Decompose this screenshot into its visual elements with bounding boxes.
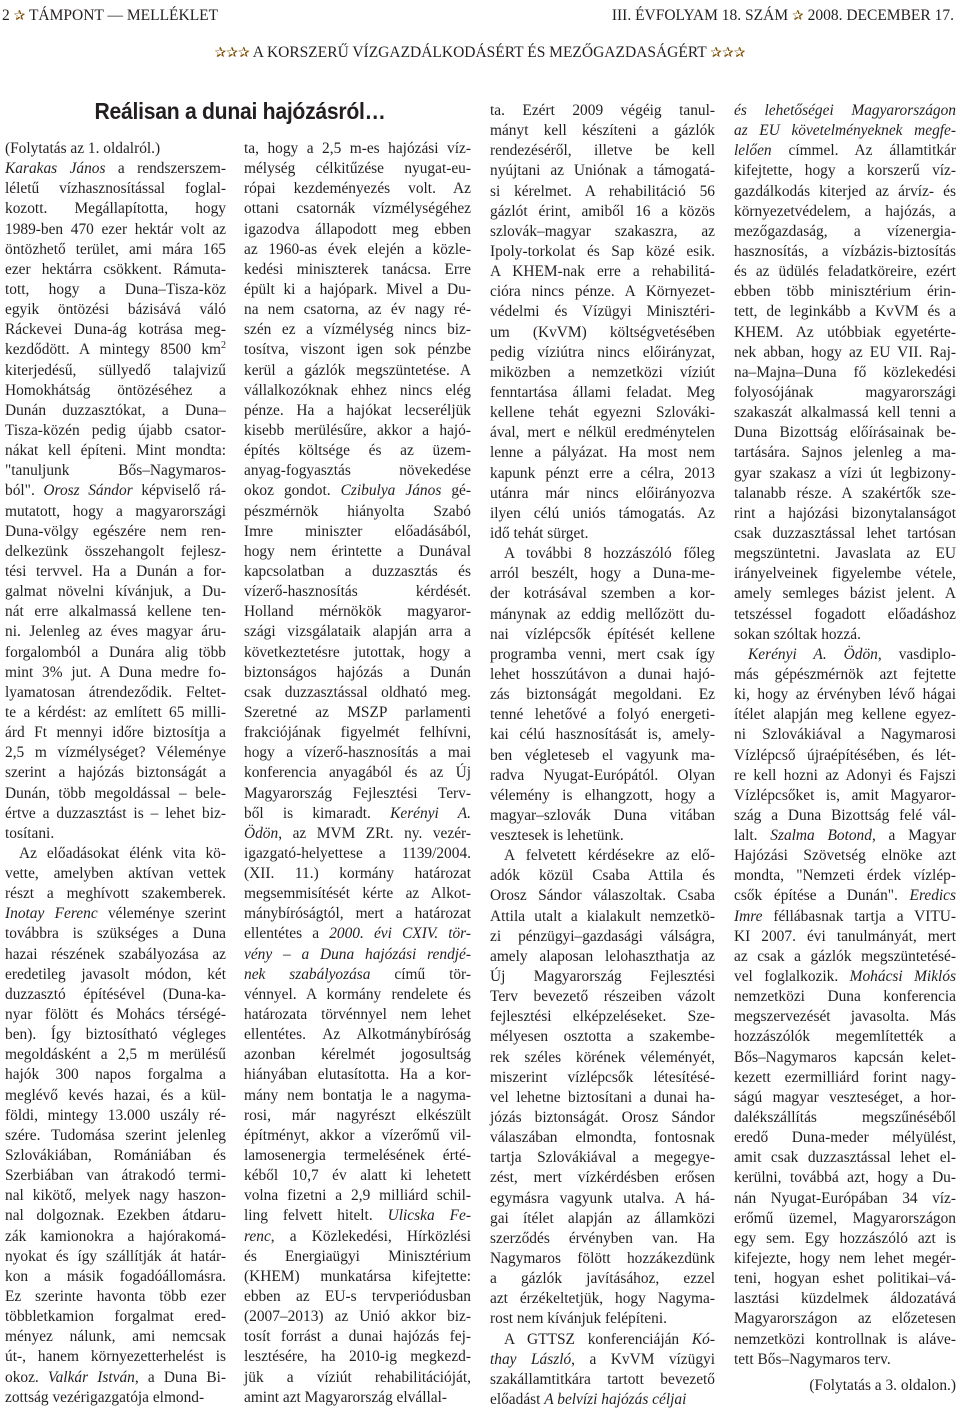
text-line: hogy nem érintette a Dunával	[244, 542, 471, 560]
text-line: tosít forrást a dunai hajózás fej-	[244, 1328, 471, 1346]
text-line: ellentétes. Az Alkotmánybíróság	[244, 1026, 471, 1044]
text-line: ling felvett hitelt. Ulicska Fe-	[244, 1207, 471, 1225]
text-line: zottság vezérigazgatója elmond-	[5, 1388, 205, 1406]
text-line: tosítva, viszont igen sok pénzbe	[244, 341, 471, 359]
text-line: volna fizetni a 2,9 milliárd schil-	[244, 1187, 471, 1205]
text-line: okoz. Valkár István, a Duna Bi-	[5, 1368, 226, 1386]
text-line: talanabb része. A szakértők sze-	[734, 484, 956, 502]
text-line: nemzetközi Duna konferencia	[734, 988, 956, 1006]
text-line: zi pénzügyi–gazdasági válságra,	[490, 927, 715, 945]
text-line: igazgató-helyettese a 1139/2004.	[244, 844, 471, 862]
text-line: der kotrásával szemben a kor-	[490, 585, 715, 603]
text-line: tési tervvel. Ha a Dunán a for-	[5, 562, 226, 580]
text-line: és Energiaügyi Minisztérium	[244, 1247, 471, 1265]
text-line: egyik öntözési bázisává váló	[5, 301, 226, 319]
text-line: nek szabályozása című tör-	[244, 965, 471, 983]
fleuron-star-icon: ✰✰✰	[710, 45, 746, 61]
running-header-left	[2, 4, 218, 28]
text-line: nal dolgoznak. Ezekben átdaru-	[5, 1207, 226, 1225]
text-line: azt érzékeltetjük, hogy Nagyma-	[490, 1290, 715, 1308]
text-line: KHEM. Az utóbbiak egyetérte-	[734, 323, 956, 341]
text-line: mánynak az eddig mellőzött du-	[490, 605, 715, 623]
text-line: Attila utalt a kialakult nemzetkö-	[490, 907, 715, 925]
article-column-1	[5, 139, 226, 1408]
text-line: Kerényi A. Ödön, vasdiplo-	[748, 645, 956, 663]
text-line: Holland mérnökök magyaror-	[244, 603, 471, 621]
text-line: zás biztonságát megoldani. Ez	[490, 686, 715, 704]
text-line: gazdálkodás kiterjed az árvíz- és	[734, 182, 956, 200]
text-line: hazai részének szabályozása az	[5, 945, 226, 963]
text-line: hiányában elutasította. Ha a kor-	[244, 1066, 471, 1084]
text-line: tott, hogy a Duna–Tisza-köz	[5, 280, 226, 298]
text-line: kapcsolatban a duzzasztás és	[244, 562, 471, 580]
text-line: Vízlépcső újraépítésében, és lét-	[734, 746, 956, 764]
text-line: kéből 10,7 év alatt ki lehetett	[244, 1167, 471, 1185]
text-line: határozata törvénnyel nem lehet	[244, 1006, 471, 1024]
text-line: hogy a vízerő-hasznosítás a mai	[244, 744, 471, 762]
page-number: 2	[2, 7, 10, 24]
text-line: kai célú hasznosítását is, amely-	[490, 726, 715, 744]
text-line: kezdődött. A mintegy 8500 $km^2$	[5, 340, 226, 359]
text-line: utánra már nincs előirányozva	[490, 484, 715, 502]
text-line: ebben több minisztérium érin-	[734, 283, 956, 301]
text-line: Az előadásokat élénk vita kö-	[19, 844, 226, 862]
text-line: ságú magyar veszteséget, a hor-	[734, 1088, 956, 1106]
text-line: fejlesztési elképzeléseket. Sze-	[490, 1008, 715, 1026]
text-line: vény – a Duna hajózási rendjé-	[244, 945, 471, 963]
text-line: Hajózási Szövetség elnöke azt	[734, 847, 956, 865]
text-line: csak duzzasztással lehet tartósan	[734, 524, 956, 542]
text-line: fenntartása állami feladat. Meg	[490, 383, 715, 401]
text-line: na–Majna–Duna fő közlekedési	[734, 363, 956, 381]
text-line: tenné lehetővé a folyó energeti-	[490, 706, 715, 724]
text-line: védelmi és Vízügyi Minisztéri-	[490, 303, 715, 321]
text-line: ilyen célú uniós támogatás. Az	[490, 504, 715, 522]
continued-note: (Folytatás a 3. oldalon.)	[809, 1376, 956, 1394]
text-line: építés költsége és az üzem-	[244, 442, 471, 460]
text-line: A felvetett kérdésekre az elő-	[504, 847, 715, 865]
text-line: biztonságos hajózás a Dunán	[244, 663, 471, 681]
text-line: ben). Így biztosítható végleges	[5, 1026, 226, 1044]
text-line: sokan szóltak hozzá.	[734, 625, 861, 643]
text-line: ből is kimaradt. Kerényi A.	[244, 804, 471, 822]
text-line: építményt, akkor a vízerőmű vil-	[244, 1126, 471, 1144]
article-column-2	[244, 139, 471, 1408]
text-line: lenne a pályázat. Ha most nem	[490, 444, 715, 462]
volume-info: III. ÉVFOLYAM 18. SZÁM	[611, 7, 789, 24]
text-line: Dunán duzzasztókat, a Duna–	[5, 401, 226, 419]
text-line: kiterjedésű, süllyedő talajvizű	[5, 361, 226, 379]
text-line: szlovák–magyar szakaszra, az	[490, 222, 715, 240]
text-line: az 1960-as évek elején a közle-	[244, 240, 471, 258]
text-line: ni Szlovákiával a Nagymarosi	[734, 726, 956, 744]
text-line: folyosójának magyarországi	[734, 383, 956, 401]
text-line: duzzasztó építésével (Duna-ka-	[5, 985, 226, 1003]
text-line: lalt. Szalma Botond, a Magyar	[734, 827, 956, 845]
text-line: megoldásként a 2,5 m merülésű	[5, 1046, 226, 1064]
text-line: kifejezte, hogy nem lehet megér-	[734, 1250, 956, 1268]
text-line: meglévő kevés hazai, és a kül-	[5, 1086, 226, 1104]
text-line: környezetvédelem, a hajózás, a	[734, 202, 956, 220]
text-line: józás biztonságát. Orosz Sándor	[490, 1109, 715, 1127]
text-line: tartására. Sajnos jelenleg a ma-	[734, 444, 956, 462]
text-line: ottani csatornák vízmélységéhez	[244, 200, 471, 218]
text-line: szakaszát alkalmassá kell tenni a	[734, 404, 956, 422]
text-line: Imre miniszter előadásából,	[244, 522, 471, 540]
text-line: eredő Duna-meder mélyülést,	[734, 1129, 956, 1147]
text-line: rosi, már nagyrészt elkészült	[244, 1106, 471, 1124]
text-line: lyamatosan átrendeződik. Feltet-	[5, 683, 226, 701]
text-line: amit csak duzzasztással lehet el-	[734, 1149, 956, 1167]
text-line: A további 8 hozzászóló főleg	[504, 545, 715, 563]
text-line: (Folytatás az 1. oldalról.)	[5, 140, 161, 157]
text-line: hasznosítás, a vízbázis-biztosítás	[734, 242, 956, 260]
text-line: re kell hozni az Adonyi és Fajszi	[734, 766, 956, 784]
text-line: um (KvVM) költségvetésében	[490, 323, 715, 341]
text-line: forgalomból a Dunára alig több	[5, 643, 226, 661]
text-line: rópai kezdeményezés volt. Az	[244, 180, 471, 198]
text-line: amely alaposan lelohaszthatja az	[490, 947, 715, 965]
text-line: miközben a nemzetközi víziút	[490, 363, 715, 381]
text-line: nán Nyugat-Európában 34 víz-	[734, 1189, 956, 1207]
article-column-4	[734, 101, 956, 1396]
text-line: szére. Tudomása szerint jelenleg	[5, 1126, 226, 1144]
article-column-3	[490, 101, 715, 1410]
text-line: és az üdülés feladatköreire, ezért	[734, 263, 956, 281]
fleuron-star-icon: ✰✰✰	[214, 45, 250, 61]
article-headline: Reálisan a dunai hajózásról…	[94, 98, 386, 124]
text-line: ményez nálunk, ami nemcsak	[5, 1328, 226, 1346]
text-line: válaszában elmondta, fontosnak	[490, 1129, 715, 1147]
text-line: tosítani.	[5, 824, 55, 842]
text-line: megszervezését javasolta. Más	[734, 1008, 956, 1026]
text-line: idő tehát sürget.	[490, 524, 589, 542]
text-line: kifejtette, hogy a korszerű víz-	[734, 162, 956, 180]
text-line: kellene tehát egyezni Szlováki-	[490, 404, 715, 422]
text-line: az csak a gázlók megszüntetésé-	[734, 947, 956, 965]
text-line: anyag-fogyasztás növekedése	[244, 462, 471, 480]
text-line: vállalkozóknak ehhez nincs elég	[244, 381, 471, 399]
text-line: Terv bevezető részeiben vázolt	[490, 988, 715, 1006]
text-line: erőmű üzemel, Magyarországon	[734, 1209, 956, 1227]
issue-date: 2008. DECEMBER 17.	[807, 7, 954, 24]
text-line: 2,5 m vízmélységet? Véleménye	[5, 744, 226, 762]
text-line: csak duzzasztással oldható meg.	[244, 683, 471, 701]
text-line: más gépészmérnök azt fejtette	[734, 665, 956, 683]
text-line: mutatott, hogy a magyarországi	[5, 502, 226, 520]
text-line: ta, hogy a 2,5 m-es hajózási víz-	[244, 140, 471, 157]
text-line: galmat növelni kívánjuk, a Du-	[5, 583, 226, 601]
text-line: A KHEM-nak erre a rehabilitá-	[490, 263, 715, 281]
text-line: tett Bős–Nagymaros terv.	[734, 1350, 891, 1368]
text-line: irányelveinek figyelembe vétele,	[734, 565, 956, 583]
text-line: hajók 300 napos forgalma a	[5, 1066, 226, 1084]
text-line: gázlót érint, amiből 16 a közös	[490, 202, 715, 220]
text-line: radva Nyugat-Európától. Olyan	[490, 766, 715, 784]
text-line: szági vizsgálataik alapján arra a	[244, 623, 471, 641]
text-line: kisebb merülésűre, akkor a hajó-	[244, 421, 471, 439]
text-line: léletű vízhasznosítással foglal-	[5, 180, 226, 198]
text-line: árd Ft mennyi időre biztosítja a	[5, 724, 226, 742]
text-line: (2007–2013) az Unió akkor biz-	[244, 1308, 471, 1326]
running-header-right	[612, 4, 954, 28]
text-line: amely semleges bázist jelent. A	[734, 585, 956, 603]
text-line: nákat kell építeni. Mint mondta:	[5, 442, 226, 460]
text-line: si kérelmet. A rehabilitáció 56	[490, 182, 715, 200]
text-line: zák kamionokra a hajórakomá-	[5, 1227, 226, 1245]
text-line: Duna-völgy egészére nem ren-	[5, 522, 226, 540]
text-line: Magyarországon az előzetesen	[734, 1310, 956, 1328]
text-line: ával, mert e nélkül eredménytelen	[490, 424, 715, 442]
text-line: 1989-ben 470 ezer hektár volt az	[5, 220, 226, 238]
text-line: nemzetközi kontrollnak is aláve-	[734, 1330, 956, 1348]
text-line: szakállamtitkára tartott bevezető	[490, 1370, 715, 1388]
text-line: ezer hektárra csökkent. Rámuta-	[5, 260, 226, 278]
text-line: ítélet alapján meg kellene egyez-	[734, 706, 956, 724]
text-line: okoz gondot. Czibulya János gé-	[244, 482, 472, 500]
text-line: megsemmisítését kérte az Alkot-	[244, 885, 471, 903]
text-line: Magyarország Fejlesztési Terv-	[244, 784, 471, 802]
text-line: igazodva állapodott meg ebben	[244, 220, 471, 238]
text-line: kezett ezermilliárd forint nagy-	[734, 1068, 956, 1086]
fleuron-star-icon: ✰	[13, 8, 26, 24]
text-line: thay László, a KvVM vízügyi	[490, 1350, 715, 1368]
text-line: kerülni, továbbá azt, hogy a Du-	[734, 1169, 956, 1187]
text-line: Bős–Nagymaros kapcsán kelet-	[734, 1048, 956, 1066]
text-line: KI 2007. évi tanulmányát, mert	[734, 927, 956, 945]
text-line: kapunk pénzt erre a célra, 2013	[490, 464, 715, 482]
text-line: értve a duzzasztást is – lehet biz-	[5, 804, 226, 822]
text-line: mezőgazdaság, a vízenergia-	[734, 222, 956, 240]
text-line: azonban kérelmét jogosultság	[244, 1046, 471, 1064]
text-line: vel foglalkozik. Mohácsi Miklós	[734, 968, 956, 986]
text-line: lelően címmel. Az államtitkár	[734, 142, 956, 160]
supplement-subheader	[0, 42, 960, 64]
text-line: tetszéssel fogadott előadáshoz	[734, 605, 956, 623]
text-line: gyar szakasz a vízi út legbizony-	[734, 464, 956, 482]
text-line: a gázlók javításához, ezzel	[490, 1270, 715, 1288]
text-line: Orosz Sándor válaszoltak. Csaba	[490, 887, 715, 905]
text-line: Szerbiában van átrakodó termi-	[5, 1167, 226, 1185]
text-line: "tanuljunk Bős–Nagymaros-	[5, 462, 226, 480]
section-title: TÁMPONT — MELLÉKLET	[28, 7, 219, 24]
text-line: ta. Ezért 2009 végéig tanul-	[490, 102, 715, 119]
text-line: Új Magyarország Fejlesztési	[490, 968, 715, 986]
text-line: frakciójának figyelmét felhívni,	[244, 724, 471, 742]
text-line: pedig víziútra nincs előirányzat,	[490, 343, 715, 361]
supplement-title: A KORSZERŰ VÍZGAZDÁLKODÁSÉRT ÉS MEZŐGAZDASÁGÉRT	[252, 44, 707, 61]
text-line: mint 3% jut. A Duna medre fo-	[5, 663, 226, 681]
text-line: Szlovákiában, Romániában és	[5, 1147, 226, 1165]
text-line: az EU követelményeknek megfe-	[734, 122, 956, 140]
text-line: továbbra is szükséges a Duna	[5, 925, 226, 943]
text-line: út-, hanem környezetterhelést is	[5, 1348, 226, 1366]
text-line: mányt kell készíteni a gázlók	[490, 122, 715, 140]
text-line: többletkamion forgalmat ered-	[5, 1308, 226, 1326]
text-line: mondta, "Nemzeti érdek vízlép-	[734, 867, 956, 885]
text-line: Imre féllábasnak tartja a VITU-	[734, 907, 956, 925]
text-line: programba venni, mert csak így	[490, 645, 715, 663]
text-line: mélység célkitűzése nyugat-eu-	[244, 160, 471, 178]
text-line: vénnyel. A kormány rendelete és	[244, 985, 471, 1003]
text-line: lasztási küzdelmek áldozatává	[734, 1290, 956, 1308]
text-line: rek széles körének véleményét,	[490, 1048, 715, 1066]
text-line: Vízlépcsőket is, amit Magyaror-	[734, 786, 956, 804]
text-line: nyokat és így szállítják át határ-	[5, 1247, 226, 1265]
text-line: ki, hogy az érvényben lévő hágai	[734, 686, 956, 704]
text-line: adók közül Csaba Attila és	[490, 867, 715, 885]
text-line: szerint a hajózás biztonságát a	[5, 764, 226, 782]
text-line: nyújtani az Uniónak a támogatá-	[490, 162, 715, 180]
text-line: cióra nincs pénze. A Környezet-	[490, 283, 715, 301]
text-line: rendezéséről, illetve be kell	[490, 142, 715, 160]
text-line: zést, mert vízkérdésben erősen	[490, 1169, 715, 1187]
text-line: szág a Duna Bizottság felé vál-	[734, 806, 956, 824]
text-line: vesztesek is lehetünk.	[490, 827, 624, 845]
text-line: épült ki a hajópark. Mivel a Du-	[244, 280, 471, 298]
text-line: vélemény is elhangzott, hogy a	[490, 786, 715, 804]
text-line: Ipoly-torkolat és Sap közé esik.	[490, 242, 715, 260]
text-line: rint a hajózási bizonytalanságot	[734, 504, 956, 522]
text-line: Ez szerinte havonta több ezer	[5, 1288, 226, 1306]
text-line: egymásra vagyunk utalva. A há-	[490, 1189, 715, 1207]
text-line: ból". Orosz Sándor képviselő rá-	[5, 482, 226, 500]
text-line: renc, a Közlekedési, Hírközlési	[244, 1227, 471, 1245]
text-line: ben végleteseb el vagyunk ma-	[490, 746, 715, 764]
text-line: gai ítélet alapján az államközi	[490, 1209, 715, 1227]
text-line: nyar fölött és Mohács térségé-	[5, 1006, 226, 1024]
text-line: szerződés érvényben van. Ha	[490, 1229, 715, 1247]
text-line: Szeretné az MSZP parlamenti	[244, 703, 471, 721]
text-line: (XII. 11.) kormány határozat	[244, 865, 471, 883]
text-line: Nagymaros fölött hozzákezdünk	[490, 1250, 715, 1268]
text-line: Ráckevei Duna-ág kotrása meg-	[5, 321, 226, 339]
text-line: ebben az EU-s tervperiódusban	[244, 1288, 471, 1306]
text-line: eredetileg javasolt módon, két	[5, 965, 226, 983]
text-line: kon a másik fogadóállomásra.	[5, 1267, 226, 1285]
fleuron-star-icon: ✰	[791, 8, 804, 24]
text-line: mány nem bontatja le a nagyma-	[244, 1086, 471, 1104]
text-line: lamosenergia termelésének érté-	[244, 1147, 471, 1165]
text-line: Homokhátság öntözéséhez a	[5, 381, 226, 399]
text-line: szén ez a vízmélység nincs biz-	[244, 321, 471, 339]
text-line: pénze. Ha a hajókat lecseréljük	[244, 401, 471, 419]
text-line: na nem csatorna, az év nagy ré-	[244, 301, 471, 319]
text-line: nai vízlépcsők építését kellene	[490, 625, 715, 643]
text-line: dalékszállítás megszűnéséből	[734, 1109, 956, 1127]
text-line: magyar–szlovák Duna vitában	[490, 806, 715, 824]
text-line: Karakas János a rendszerszem-	[5, 160, 226, 178]
text-line: mánybíróságtól, mert a határozat	[244, 905, 471, 923]
text-line: mélyesen osztotta a szakembe-	[490, 1028, 715, 1046]
text-line: Dunán, több megoldással – bele-	[5, 784, 226, 802]
text-line: Ödön, az MVM ZRt. ny. vezér-	[244, 824, 471, 842]
text-line: lehet hosszútávon a dunai hajó-	[490, 665, 715, 683]
text-line: öntözhető terület, ami mára 165	[5, 240, 226, 258]
text-line: részt a meghívott szakemberek.	[5, 885, 226, 903]
text-line: rost nem kívánjuk felépíteni.	[490, 1310, 667, 1328]
text-line: pészmérnök hiányolta Szabó	[244, 502, 471, 520]
text-line: vette, amelyben aktívan vettek	[5, 865, 226, 883]
text-line: Duna Bizottság előírásainak be-	[734, 424, 956, 442]
text-line: (KHEM) munkatársa kifejtette:	[244, 1267, 471, 1285]
text-line: tartja Szlovákiával a megegye-	[490, 1149, 715, 1167]
text-line: delkezünk összehangolt fejlesz-	[5, 542, 226, 560]
text-line: kozott. Megállapította, hogy	[5, 200, 226, 218]
text-line: nal kikötő, melyek nagy haszon-	[5, 1187, 226, 1205]
text-line: csők építése a Dunán". Eredics	[734, 887, 956, 905]
text-line: tett, de leginkább a KvVM és a	[734, 303, 956, 321]
text-line: miszerint vízlépcsők létesítésé-	[490, 1068, 715, 1086]
text-line: Inotay Ferenc véleménye szerint	[5, 905, 226, 923]
text-line: földi, mintegy 13.000 uszály ré-	[5, 1106, 226, 1124]
text-line: vel lehetne biztosítani a dunai ha-	[490, 1088, 715, 1106]
text-line: A GTTSZ konferenciáján Kó-	[504, 1330, 715, 1348]
text-line: ni. Jelenleg az éves magyar áru-	[5, 623, 226, 641]
text-line: lesztésére, ha 2010-ig megkezd-	[244, 1348, 471, 1366]
text-line: kerül a gázlók megszüntetése. A	[244, 361, 471, 379]
text-line: Tisza-közén pedig újabb csator-	[5, 421, 226, 439]
text-line: nek abban, hogy az EU VII. Raj-	[734, 343, 956, 361]
text-line: te a kérdést: az említett 65 milli-	[5, 703, 226, 721]
text-line: előadást A belvízi hajózás céljai	[490, 1391, 687, 1408]
text-line: konferencia anyagából és az Új	[244, 764, 471, 782]
text-line: egy sem. Egy hozzászóló azt is	[734, 1229, 956, 1247]
text-line: nát erre alkalmassá kellene ten-	[5, 603, 226, 621]
text-line: megszüntetni. Javaslata az EU	[734, 545, 956, 563]
text-line: és lehetőségei Magyarországon	[734, 102, 956, 119]
text-line: kedési miniszterek tanácsa. Erre	[244, 260, 471, 278]
text-line: arról beszélt, hogy a Duna-me-	[490, 565, 715, 583]
text-line: következtetésre jutottak, hogy a	[244, 643, 471, 661]
text-line: ellentétes a 2000. évi CXIV. tör-	[244, 925, 471, 943]
text-line: vízerő-hasznosítás kérdését.	[244, 583, 471, 601]
text-line: jük a víziút rehabilitációját,	[244, 1368, 471, 1386]
text-line: amint azt Magyarország elvállal-	[244, 1388, 447, 1406]
text-line: hozzászólók megemlítették a	[734, 1028, 956, 1046]
text-line: teni, hogyan eshet politikai–vá-	[734, 1270, 956, 1288]
